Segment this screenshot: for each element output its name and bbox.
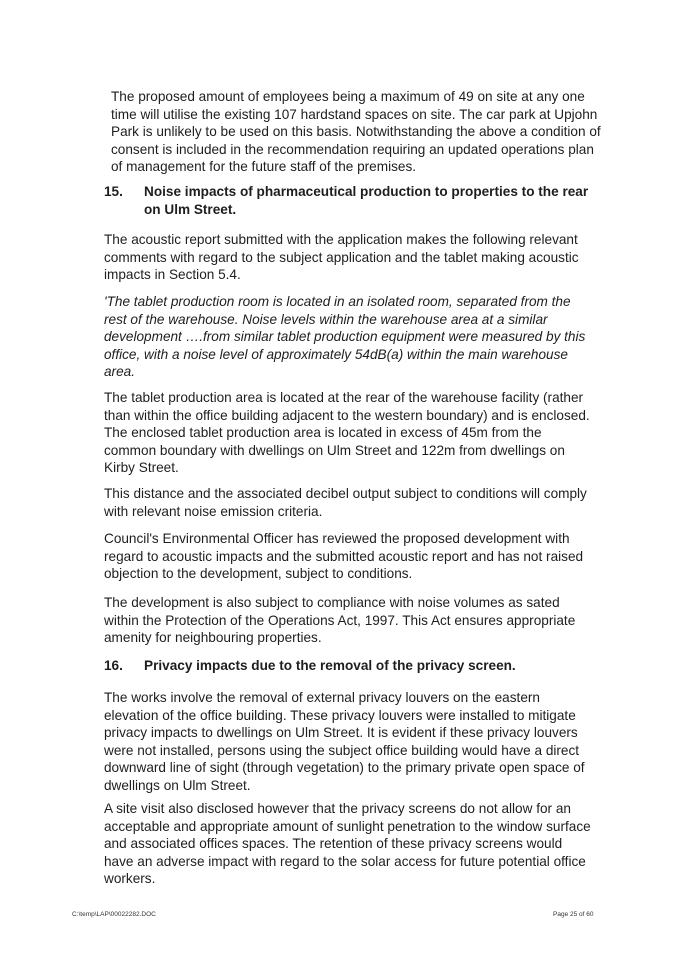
paragraph-acoustic-report: The acoustic report submitted with the application makes the following relevant comments with regard to the subject application and the tablet making acoustic impacts in Section 5.4. <box>104 232 579 282</box>
quote-acoustic-report: 'The tablet production room is located in an isolated room, separated from the rest of the warehouse. Noise levels within the warehouse area at a similar development ….from similar tablet production equipment were measured by this office, with a noise level of approximately 54dB(a) within the main warehouse area. <box>104 294 586 379</box>
paragraph-decibel: This distance and the associated decibel output subject to conditions will comply with relevant noise emission criteria. <box>104 486 587 519</box>
footer-page-number: Page 25 of 60 <box>553 911 594 918</box>
footer-file-path: C:\temp\LAP\00022282.DOC <box>72 911 156 918</box>
paragraph-privacy-louvers: The works involve the removal of external privacy louvers on the eastern elevation of the office building. These privacy louvers were installed to mitigate privacy impacts to dwellings on Ulm Street. It is evident if these privacy louvers were not installed, persons using the subject office building would have a direct downward line of sight (through vegetation) to the primary private open space of dwellings on Ulm Street. <box>104 690 585 793</box>
section-number: 15. <box>104 184 123 199</box>
section-heading-16 <box>104 657 614 675</box>
section-title: Noise impacts of pharmaceutical production to properties to the rear on Ulm Street. <box>144 184 589 217</box>
paragraph-noise-volumes: The development is also subject to compliance with noise volumes as sated within the Protection of the Operations Act, 1997. This Act ensures appropriate amenity for neighbouring properties. <box>104 595 576 645</box>
section-title: Privacy impacts due to the removal of the privacy screen. <box>144 658 516 673</box>
paragraph-site-visit: A site visit also disclosed however that the privacy screens do not allow for an acceptable and appropriate amount of sunlight penetration to the window surface and associated offices spaces. The retention of these privacy screens would have an adverse impact with regard to the solar access for future potential office workers. <box>104 801 591 886</box>
paragraph-environmental-officer: Council's Environmental Officer has reviewed the proposed development with regard to acoustic impacts and the submitted acoustic report and has not raised objection to the development, subject to conditions. <box>104 531 584 581</box>
section-heading-15 <box>104 183 614 219</box>
paragraph-parking: The proposed amount of employees being a maximum of 49 on site at any one time will utilise the existing 107 hardstand spaces on site. The car park at Upjohn Park is unlikely to be used on this basis. Notwithstanding the above a condition of consent is included in the recommendation requiring an updated operations plan of management for the future staff of the premises. <box>111 89 601 174</box>
paragraph-tablet-production: The tablet production area is located at the rear of the warehouse facility (rather than within the office building adjacent to the western boundary) and is enclosed. The enclosed tablet production area is located in excess of 45m from the common boundary with dwellings on Ulm Street and 122m from dwellings on Kirby Street. <box>104 390 590 475</box>
section-number: 16. <box>104 658 123 673</box>
